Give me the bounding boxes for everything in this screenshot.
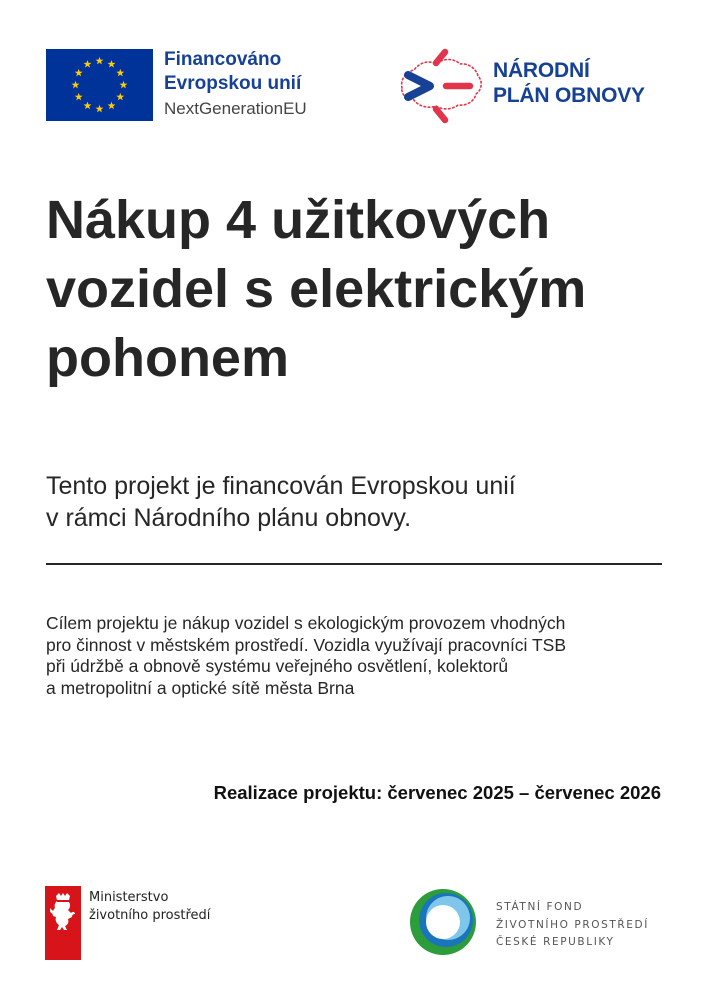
npo-logo-line1: NÁRODNÍ [493, 59, 590, 82]
subtitle-line2: v rámci Národního plánu obnovy. [46, 504, 412, 532]
eu-logo-text [164, 48, 339, 122]
eu-flag-icon [46, 49, 153, 121]
eu-logo-line2: Evropskou unií [164, 73, 302, 94]
section-divider [46, 563, 662, 565]
mzp-logo-text [89, 889, 210, 925]
sfzp-logo-line2: ŽIVOTNÍHO PROSTŘEDÍ [496, 918, 649, 931]
project-description [46, 613, 666, 699]
page-title [46, 186, 676, 393]
npo-logo-text [493, 58, 645, 108]
body-line2: pro činnost v městském prostředí. Vozidla využívají pracovníci TSB [46, 634, 567, 655]
title-line1: Nákup 4 užitkových [46, 190, 551, 250]
body-line4: a metropolitní a optické sítě města Brna [46, 677, 355, 698]
project-realization-dates: Realizace projektu: červenec 2025 – červenec 2026 [213, 782, 661, 803]
ministry-environment-logo [45, 886, 245, 960]
npo-emblem-icon [396, 46, 486, 124]
body-line1: Cílem projektu je nákup vozidel s ekologickým provozem vhodných [46, 613, 566, 633]
funding-statement [46, 470, 666, 534]
npo-logo-line2: PLÁN OBNOVY [493, 84, 645, 107]
mzp-logo-line2: životního prostředí [89, 908, 211, 923]
czech-lion-emblem-icon [45, 886, 81, 960]
eu-funding-logo [46, 48, 336, 122]
state-environmental-fund-logo [407, 886, 667, 960]
sfzp-logo-line1: STÁTNÍ FOND [496, 901, 584, 913]
sfzp-logo-line3: ČESKÉ REPUBLIKY [496, 936, 615, 948]
sfzp-rings-icon [407, 886, 479, 958]
title-line2: vozidel s elektrickým [46, 259, 587, 319]
eu-logo-line1: Financováno [164, 49, 282, 70]
body-line3: při údržbě a obnově systému veřejného osvětlení, kolektorů [46, 656, 509, 676]
narodni-plan-obnovy-logo [396, 46, 666, 126]
eu-logo-line3: NextGenerationEU [164, 99, 307, 118]
subtitle-line1: Tento projekt je financován Evropskou unií [46, 472, 516, 500]
mzp-logo-line1: Ministerstvo [89, 890, 169, 905]
title-line3: pohonem [46, 328, 289, 388]
sfzp-logo-text [496, 899, 649, 952]
